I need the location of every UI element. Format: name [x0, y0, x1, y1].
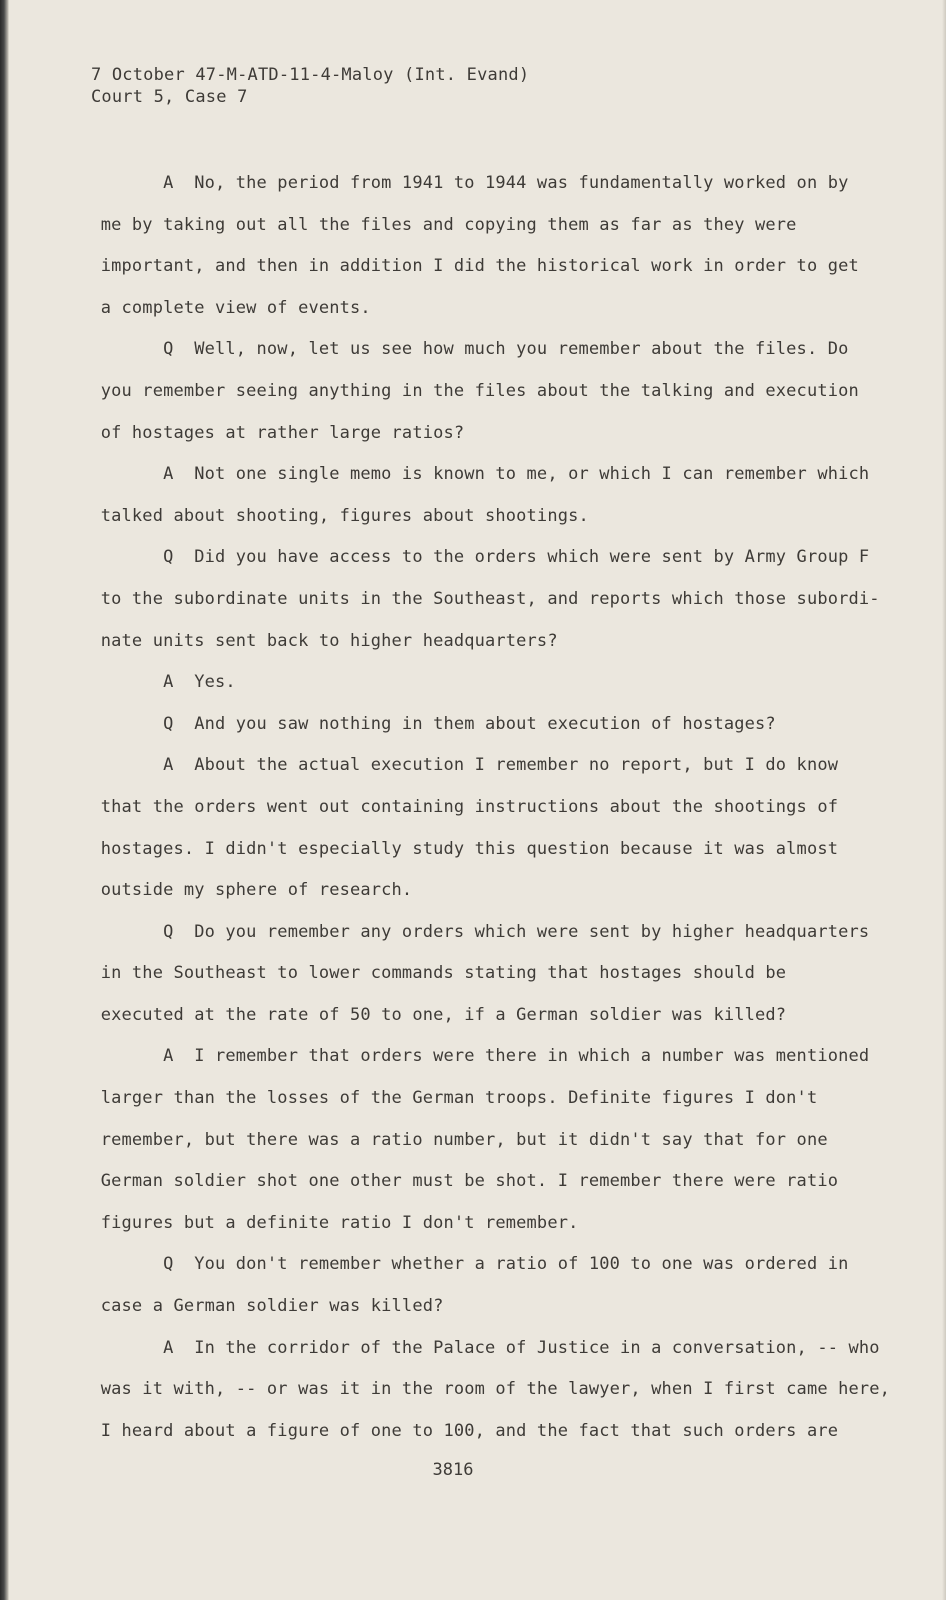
header-line-2: Court 5, Case 7 — [91, 87, 248, 107]
text-line: outside my sphere of research. — [80, 880, 413, 901]
text-line: A Not one single memo is known to me, or which I can remember which — [80, 464, 870, 485]
page-number-container — [0, 1460, 946, 1480]
text-line: Q And you saw nothing in them about execution of hostages? — [80, 713, 776, 734]
text-line: German soldier shot one other must be shot. I remember there were ratio — [80, 1171, 839, 1192]
text-line: important, and then in addition I did the historical work in order to get — [80, 256, 859, 277]
header-line-1: 7 October 47-M-ATD-11-4-Maloy (Int. Evand) — [91, 65, 530, 85]
text-line: was it with, -- or was it in the room of the lawyer, when I first came here, — [80, 1379, 891, 1400]
text-line: of hostages at rather large ratios? — [80, 422, 465, 443]
text-line: you remember seeing anything in the files about the talking and execution — [80, 380, 859, 401]
text-line: talked about shooting, figures about shootings. — [80, 505, 589, 526]
text-line: me by taking out all the files and copying them as far as they were — [80, 214, 797, 235]
text-line: Q You don't remember whether a ratio of 100 to one was ordered in — [80, 1254, 849, 1275]
document-header — [91, 64, 529, 108]
text-line: executed at the rate of 50 to one, if a German soldier was killed? — [80, 1004, 787, 1025]
transcript-body — [80, 163, 891, 1452]
text-line: Q Did you have access to the orders which were sent by Army Group F — [80, 547, 870, 568]
text-line: A I remember that orders were there in which a number was mentioned — [80, 1046, 870, 1067]
page-number: 3816 — [432, 1460, 474, 1480]
text-line: case a German soldier was killed? — [80, 1296, 444, 1317]
text-line: A In the corridor of the Palace of Justice in a conversation, -- who — [80, 1337, 880, 1358]
text-line: a complete view of events. — [80, 297, 371, 318]
text-line: A No, the period from 1941 to 1944 was fundamentally worked on by — [80, 173, 849, 193]
text-line: nate units sent back to higher headquarters? — [80, 630, 558, 651]
text-line: that the orders went out containing instructions about the shootings of — [80, 796, 839, 817]
text-line: to the subordinate units in the Southeast, and reports which those subordi- — [80, 588, 880, 609]
text-line: Q Well, now, let us see how much you remember about the files. Do — [80, 339, 849, 360]
text-line: in the Southeast to lower commands stating that hostages should be — [80, 963, 787, 984]
text-line: Q Do you remember any orders which were sent by higher headquarters — [80, 921, 870, 942]
text-line: A Yes. — [80, 672, 236, 693]
text-line: larger than the losses of the German troops. Definite figures I don't — [80, 1088, 818, 1109]
page-right-edge — [942, 0, 946, 1600]
text-line: hostages. I didn't especially study this question because it was almost — [80, 838, 839, 859]
text-line: A About the actual execution I remember no report, but I do know — [80, 755, 839, 776]
text-line: figures but a definite ratio I don't remember. — [80, 1212, 579, 1233]
text-line: I heard about a figure of one to 100, and the fact that such orders are — [80, 1420, 839, 1441]
text-line: remember, but there was a ratio number, but it didn't say that for one — [80, 1129, 828, 1150]
page-left-edge — [0, 0, 9, 1600]
